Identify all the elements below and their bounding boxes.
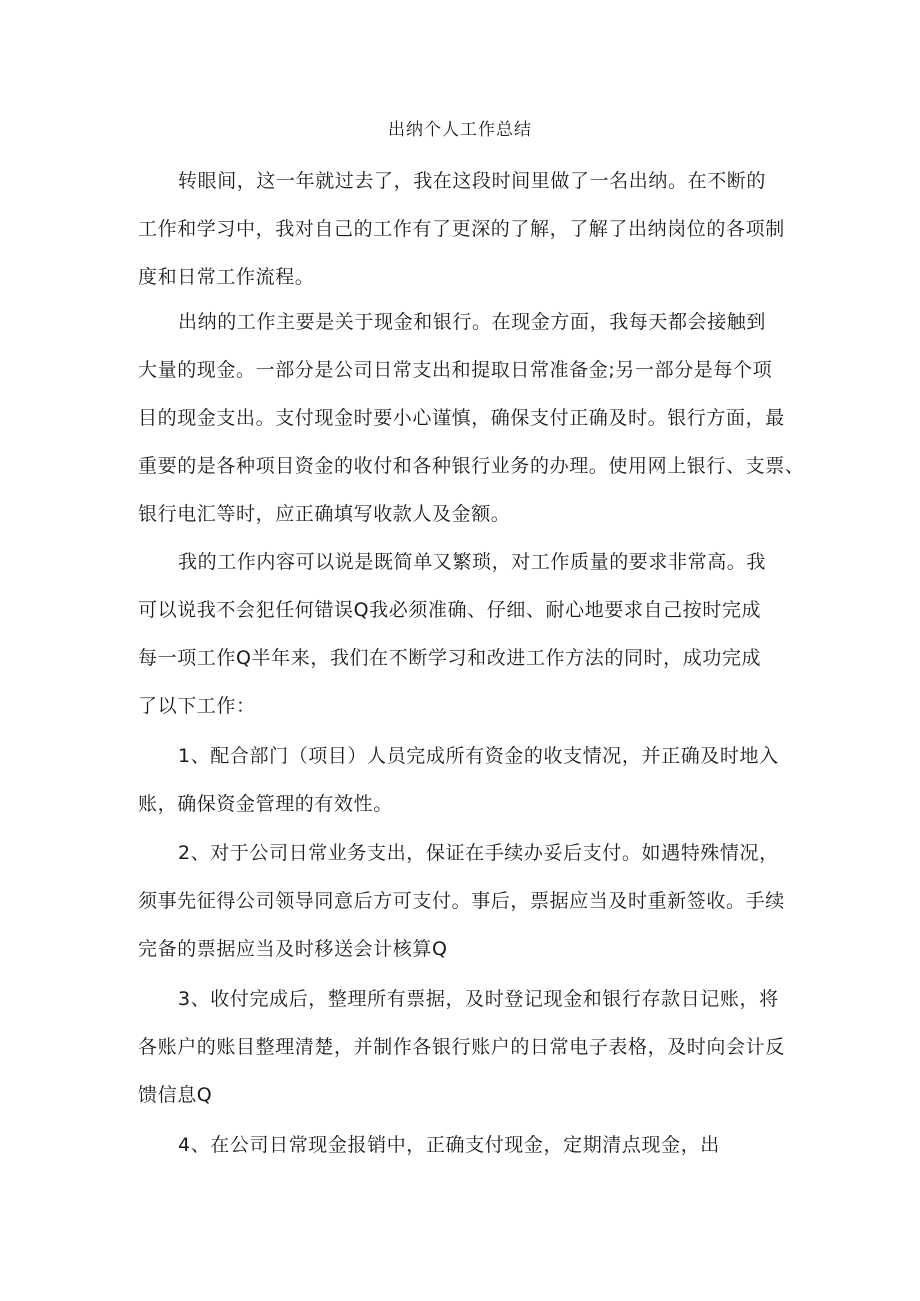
text-line: 了以下工作：	[138, 695, 256, 717]
text-line: 须事先征得公司领导同意后方可支付。事后，票据应当及时重新签收。手续	[138, 890, 785, 912]
text-line: 银行电汇等时，应正确填写收款人及金额。	[138, 503, 511, 525]
text-line: 转眼间，这一年就过去了，我在这段时间里做了一名出纳。在不断的	[178, 170, 767, 192]
text-line: 出纳的工作主要是关于现金和银行。在现金方面，我每天都会接触到	[178, 311, 767, 333]
list-item-1	[138, 732, 798, 828]
text-line: 可以说我不会犯任何错误Q我必须准确、仔细、耐心地要求自己按时完成	[138, 599, 762, 621]
paragraph-work-content	[138, 538, 798, 730]
text-line: 3、收付完成后，整理所有票据，及时登记现金和银行存款日记账，将	[178, 988, 779, 1010]
list-item-2	[138, 829, 798, 973]
text-line: 账，确保资金管理的有效性。	[138, 793, 393, 815]
text-line: 4、在公司日常现金报销中，正确支付现金，定期清点现金，出	[178, 1134, 720, 1156]
text-line: 各账户的账目整理清楚，并制作各银行账户的日常电子表格，及时向会计反	[138, 1036, 785, 1058]
text-line: 1、配合部门（项目）人员完成所有资金的收支情况，并正确及时地入	[178, 745, 779, 767]
paragraph-intro	[138, 157, 798, 301]
text-line: 大量的现金。一部分是公司日常支出和提取日常准备金;另一部分是每个项	[138, 359, 773, 381]
list-item-3	[138, 975, 798, 1119]
paragraph-cash-and-bank	[138, 298, 805, 538]
text-line: 工作和学习中，我对自己的工作有了更深的了解，了解了出纳岗位的各项制	[138, 218, 785, 240]
text-line: 2、对于公司日常业务支出，保证在手续办妥后支付。如遇特殊情况，	[178, 842, 779, 864]
document-title: 出纳个人工作总结	[388, 120, 532, 140]
text-line: 重要的是各种项目资金的收付和各种银行业务的办理。使用网上银行、支票、	[138, 455, 805, 477]
text-line: 馈信息Q	[138, 1084, 213, 1106]
text-line: 目的现金支出。支付现金时要小心谨慎，确保支付正确及时。银行方面，最	[138, 407, 785, 429]
list-item-4	[138, 1121, 798, 1169]
text-line: 我的工作内容可以说是既简单又繁琐，对工作质量的要求非常高。我	[178, 551, 767, 573]
text-line: 度和日常工作流程。	[138, 266, 315, 288]
text-line: 完备的票据应当及时移送会计核算Q	[138, 938, 448, 960]
text-line: 每一项工作Q半年来，我们在不断学习和改进工作方法的同时，成功完成	[138, 647, 762, 669]
